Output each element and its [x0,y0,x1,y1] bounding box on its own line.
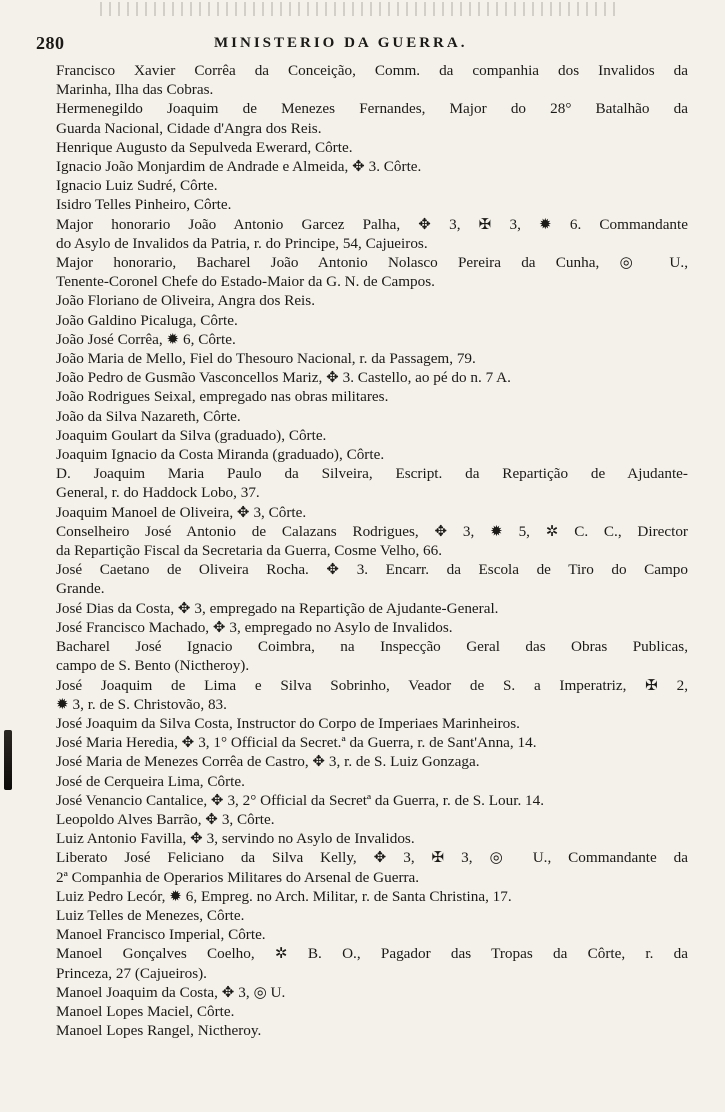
page-number: 280 [36,33,65,53]
list-item [56,848,688,886]
list-item [56,522,688,560]
list-item [56,253,688,291]
entry-list [56,61,688,1040]
entry-line: João José Corrêa, ✹ 6, Côrte. [56,330,236,348]
list-item [56,445,688,464]
list-item [56,1002,688,1021]
entry-line: Princeza, 27 (Cajueiros). [56,964,207,982]
list-item [56,138,688,157]
entry-line: Liberato José Feliciano da Silva Kelly, ✥ 3, ✠ 3, ◎ U., Commandante da [56,849,688,867]
entry-line: José Francisco Machado, ✥ 3, empregado no Asylo de Invalidos. [56,618,453,636]
entry-line: José Dias da Costa, ✥ 3, empregado na Repartição de Ajudante-General. [56,599,499,617]
entry-line: Ignacio João Monjardim de Andrade e Almeida, ✥ 3. Côrte. [56,158,422,176]
list-item [56,676,688,714]
entry-line: José de Cerqueira Lima, Côrte. [56,772,245,790]
list-item [56,99,688,137]
entry-line: José Caetano de Oliveira Rocha. ✥ 3. Encarr. da Escola de Tiro do Campo [56,561,688,579]
entry-line: Guarda Nacional, Cidade d'Angra dos Reis. [56,119,322,137]
list-item [56,599,688,618]
list-item [56,407,688,426]
show-through-texture [100,2,620,16]
entry-line: da Repartição Fiscal da Secretaria da Guerra, Cosme Velho, 66. [56,542,443,560]
entry-line: Manoel Lopes Rangel, Nictheroy. [56,1022,262,1040]
entry-line: do Asylo de Invalidos da Patria, r. do Principe, 54, Cajueiros. [56,234,428,252]
list-item [56,560,688,598]
entry-line: João Galdino Picaluga, Côrte. [56,311,238,329]
entry-line: Leopoldo Alves Barrão, ✥ 3, Côrte. [56,810,275,828]
list-item [56,176,688,195]
list-item [56,772,688,791]
entry-line: Grande. [56,580,105,598]
list-item [56,330,688,349]
list-item [56,637,688,675]
running-title: MINISTERIO DA GUERRA. [214,35,468,51]
entry-line: Ignacio Luiz Sudré, Côrte. [56,177,218,195]
entry-line: José Joaquim da Silva Costa, Instructor do Corpo de Imperiaes Marinheiros. [56,714,520,732]
binding-shadow [4,730,12,790]
entry-line: José Joaquim de Lima e Silva Sobrinho, Veador de S. a Imperatriz, ✠ 2, [56,676,688,694]
entry-line: José Venancio Cantalice, ✥ 3, 2° Official da Secretª da Guerra, r. de S. Lour. 14. [56,791,545,809]
list-item [56,387,688,406]
list-item [56,887,688,906]
list-item [56,810,688,829]
entry-line: ✹ 3, r. de S. Christovão, 83. [56,695,227,713]
entry-line: Manoel Francisco Imperial, Côrte. [56,926,266,944]
entry-line: Joaquim Manoel de Oliveira, ✥ 3, Côrte. [56,503,307,521]
entry-line: José Maria de Menezes Corrêa de Castro, ✥ 3, r. de S. Luiz Gonzaga. [56,753,480,771]
list-item [56,291,688,310]
list-item [56,157,688,176]
list-item [56,368,688,387]
entry-line: campo de S. Bento (Nictheroy). [56,657,250,675]
page-header [36,33,708,55]
entry-line: Joaquim Goulart da Silva (graduado), Côrte. [56,426,327,444]
entry-line: Joaquim Ignacio da Costa Miranda (graduado), Côrte. [56,446,385,464]
entry-line: Manoel Lopes Maciel, Côrte. [56,1002,235,1020]
entry-line: Hermenegildo Joaquim de Menezes Fernandes, Major do 28° Batalhão da [56,100,688,118]
list-item [56,61,688,99]
list-item [56,791,688,810]
entry-line: Bacharel José Ignacio Coimbra, na Inspecção Geral das Obras Publicas, [56,638,688,656]
entry-line: D. Joaquim Maria Paulo da Silveira, Escript. da Repartição de Ajudante- [56,465,688,483]
list-item [56,311,688,330]
list-item [56,215,688,253]
list-item [56,349,688,368]
list-item [56,1021,688,1040]
list-item [56,503,688,522]
list-item [56,464,688,502]
entry-line: Manoel Gonçalves Coelho, ✲ B. O., Pagador das Tropas da Côrte, r. da [56,945,688,963]
entry-line: Major honorario, Bacharel João Antonio Nolasco Pereira da Cunha, ◎ U., [56,254,688,272]
list-item [56,733,688,752]
list-item [56,426,688,445]
entry-line: João Maria de Mello, Fiel do Thesouro Nacional, r. da Passagem, 79. [56,350,476,368]
list-item [56,829,688,848]
list-item [56,752,688,771]
entry-line: Major honorario João Antonio Garcez Palha, ✥ 3, ✠ 3, ✹ 6. Commandante [56,215,688,233]
entry-line: Luiz Telles de Menezes, Côrte. [56,906,245,924]
entry-line: João Floriano de Oliveira, Angra dos Reis. [56,292,315,310]
entry-line: José Maria Heredia, ✥ 3, 1° Official da Secret.ª da Guerra, r. de Sant'Anna, 14. [56,734,537,752]
entry-line: Isidro Telles Pinheiro, Côrte. [56,196,232,214]
entry-line: João Rodrigues Seixal, empregado nas obras militares. [56,388,389,406]
entry-line: Conselheiro José Antonio de Calazans Rodrigues, ✥ 3, ✹ 5, ✲ C. C., Director [56,522,688,540]
entry-line: Luiz Antonio Favilla, ✥ 3, servindo no Asylo de Invalidos. [56,830,415,848]
entry-line: João da Silva Nazareth, Côrte. [56,407,241,425]
entry-line: Henrique Augusto da Sepulveda Ewerard, Côrte. [56,138,353,156]
list-item [56,983,688,1002]
entry-line: Francisco Xavier Corrêa da Conceição, Comm. da companhia dos Invalidos da [56,62,688,79]
entry-line: General, r. do Haddock Lobo, 37. [56,484,260,502]
list-item [56,906,688,925]
list-item [56,618,688,637]
list-item [56,195,688,214]
entry-line: Luiz Pedro Lecór, ✹ 6, Empreg. no Arch. Militar, r. de Santa Christina, 17. [56,887,512,905]
list-item [56,714,688,733]
entry-line: 2ª Companhia de Operarios Militares do Arsenal de Guerra. [56,868,420,886]
list-item [56,944,688,982]
entry-line: João Pedro de Gusmão Vasconcellos Mariz, ✥ 3. Castello, ao pé do n. 7 A. [56,369,511,387]
list-item [56,925,688,944]
entry-line: Marinha, Ilha das Cobras. [56,81,214,99]
entry-line: Manoel Joaquim da Costa, ✥ 3, ◎ U. [56,983,286,1001]
entry-line: Tenente-Coronel Chefe do Estado-Maior da G. N. de Campos. [56,273,435,291]
